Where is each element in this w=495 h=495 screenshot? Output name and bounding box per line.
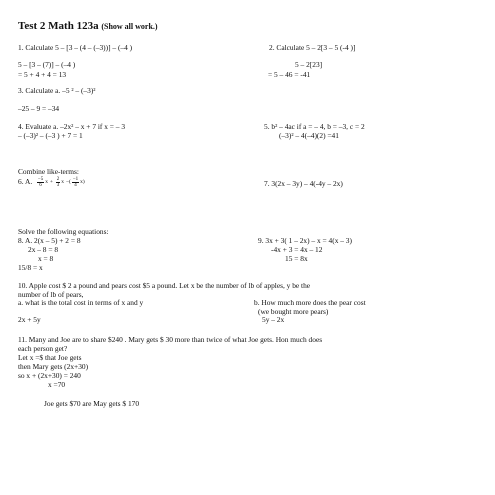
problem-9-work-line: 15 = 8x [285, 254, 308, 263]
problem-10a-answer: 2x + 5y [18, 315, 41, 324]
problem-1-work-line: 5 – [3 – (7)] – (–4 ) [18, 60, 76, 69]
operator: + [49, 178, 53, 185]
problem-7-prompt: 7. 3(2x – 3y) – 4(-4y – 2x) [264, 179, 343, 188]
term-variable: x [45, 178, 48, 185]
fraction-denominator: 6 [39, 183, 42, 188]
fraction-numerator: 2 [56, 177, 60, 182]
problem-11-work-line: x =70 [48, 380, 66, 389]
problem-8-prompt: 8. A. 2(x – 5) + 2 = 8 [18, 236, 81, 245]
problem-10-prompt-line: number of lb of pears, [18, 290, 84, 299]
fraction-numerator: −5 [37, 177, 44, 182]
problem-11-work-line: so x + (2x+30) = 240 [18, 371, 81, 380]
page-title [18, 21, 158, 32]
fraction [37, 177, 44, 188]
test-title: Test 2 Math 123a [18, 20, 99, 32]
problem-8-work-line: 2x – 8 = 8 [28, 245, 59, 254]
problem-1-work-line: = 5 + 4 + 4 = 13 [18, 70, 67, 79]
problem-10b-prompt-line: b. How much more does the pear cost [254, 298, 366, 307]
problem-1-prompt: 1. Calculate 5 – [3 – (4 – (–3))] – (–4 ) [18, 43, 133, 52]
operator: ) [82, 178, 85, 185]
equations-heading: Solve the following equations: [18, 227, 109, 236]
problem-4-prompt: 4. Evaluate a. –2x² – x + 7 if x = – 3 [18, 122, 126, 131]
problem-3-prompt: 3. Calculate a. –5 ² – (–3)² [18, 86, 96, 95]
operator: −( [65, 178, 71, 185]
term-variable: x [61, 178, 65, 185]
problem-6-expression [18, 177, 85, 188]
problem-9-work-line: -4x + 3 = 4x – 12 [271, 245, 323, 254]
problem-2-work-line: = 5 – 46 = -41 [268, 70, 311, 79]
problem-11-work-line: then Mary gets (2x+30) [18, 362, 89, 371]
problem-6-label: 6. A. [18, 177, 33, 187]
problem-11-answer: Joe gets $70 are May gets $ 170 [44, 399, 140, 408]
fraction-denominator: 3 [56, 183, 60, 188]
title-note: (Show all work.) [101, 22, 158, 31]
problem-11-prompt-line: each person get? [18, 344, 68, 353]
problem-11-work-line: Let x =$ that Joe gets [18, 353, 82, 362]
problem-4-work-line: – (–3)² – (–3 ) + 7 = 1 [18, 131, 83, 140]
problem-11-prompt-line: 11. Many and Joe are to share $240 . Mary gets $ 30 more than twice of what Joe gets. Hon much does [18, 335, 323, 344]
fraction [56, 177, 61, 188]
problem-10-prompt-line: 10. Apple cost $ 2 a pound and pears cost $5 a pound. Let x be the number of lb of apples, y be the [18, 281, 311, 290]
problem-8-work-line: 15/8 = x [18, 263, 43, 272]
problem-10a-prompt: a. what is the total cost in terms of x and y [18, 298, 144, 307]
problem-5-prompt: 5. b² – 4ac if a = – 4, b = –3, c = 2 [264, 122, 365, 131]
problem-2-work-line: 5 – 2[23] [295, 60, 323, 69]
problem-10b-answer: 5y – 2x [262, 315, 285, 324]
problem-9-prompt: 9. 3x + 3( 1 – 2x) – x = 4(x – 3) [258, 236, 352, 245]
fraction-denominator: 4 [74, 183, 77, 188]
problem-8-work-line: x = 8 [38, 254, 54, 263]
fraction-numerator: −1 [72, 177, 79, 182]
term-variable: x [80, 178, 83, 185]
problem-2-prompt: 2. Calculate 5 – 2[3 – 5 (-4 )] [269, 43, 356, 52]
combine-heading: Combine like-terms: [18, 167, 79, 176]
problem-10b-prompt-line: (we bought more pears) [258, 307, 329, 316]
problem-5-work-line: (–3)² – 4(–4)(2) =41 [279, 131, 339, 140]
problem-3-work-line: –25 – 9 = –34 [18, 104, 60, 113]
fraction [72, 177, 79, 188]
